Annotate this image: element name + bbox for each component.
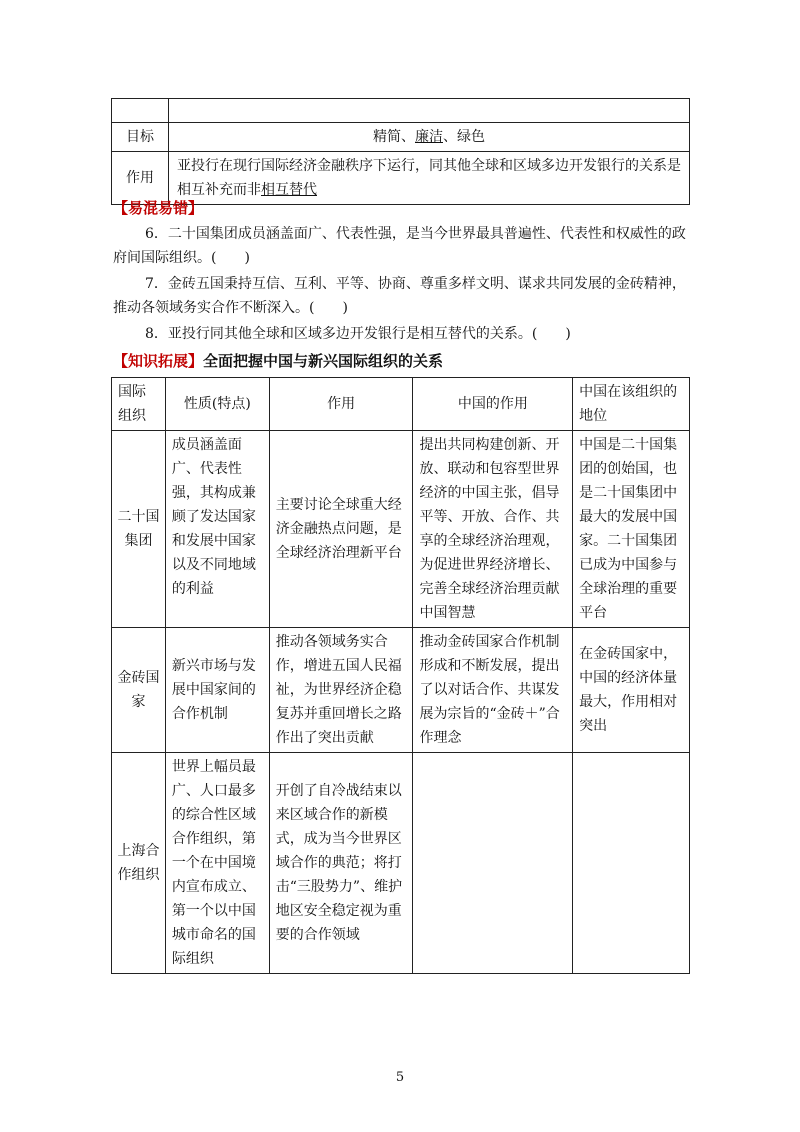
table-row (112, 628, 690, 753)
header-cell: 国际组织 (112, 378, 166, 431)
extension-heading (113, 350, 443, 371)
china-role-cell (413, 753, 573, 974)
table-header-row (112, 378, 690, 431)
org-cell: 上海合作组织 (112, 753, 166, 974)
content-part-underlined: 相互替代 (261, 182, 317, 198)
row-label: 目标 (112, 123, 169, 152)
extension-table (111, 377, 690, 974)
confuse-item-7: 7．金砖五国秉持互信、互利、平等、协商、尊重多样文明、谋求共同发展的金砖精神，推动各领域务实合作不断深入。( ) (113, 276, 686, 316)
header-cell: 作用 (269, 378, 413, 431)
content-part: 亚投行在现行国际经济金融秩序下运行，同其他全球和区域多边开发银行的关系是相互补充而非 (177, 158, 681, 198)
table-row (112, 99, 690, 123)
china-status-cell: 中国是二十国集团的创始国，也是二十国集团中最大的发展中国家。二十国集团已成为中国参与全球治理的重要平台 (573, 431, 690, 628)
role-cell: 推动各领域务实合作，增进五国人民福祉，为世界经济企稳复苏并重回增长之路作出了突出贡献 (269, 628, 413, 753)
extension-tag: 【知识拓展】 (113, 352, 204, 370)
china-role-cell: 提出共同构建创新、开放、联动和包容型世界经济的中国主张，倡导平等、开放、合作、共享的全球经济治理观，为促进世界经济增长、完善全球经济治理贡献中国智慧 (413, 431, 573, 628)
header-cell: 中国的作用 (413, 378, 573, 431)
confuse-item-6: 6．二十国集团成员涵盖面广、代表性强，是当今世界最具普遍性、代表性和权威性的政府间国际组织。( ) (113, 226, 686, 266)
role-cell: 主要讨论全球重大经济金融热点问题，是全球经济治理新平台 (269, 431, 413, 628)
confuse-tag: 【易混易错】 (113, 199, 204, 217)
confuse-item-8: 8．亚投行同其他全球和区域多边开发银行是相互替代的关系。( ) (145, 326, 571, 342)
nature-cell: 新兴市场与发展中国家间的合作机制 (165, 628, 269, 753)
role-cell: 开创了自冷战结束以来区域合作的新模式，成为当今世界区域合作的典范；将打击“三股势力”、维护地区安全稳定视为重要的合作领域 (269, 753, 413, 974)
nature-cell: 成员涵盖面广、代表性强，其构成兼顾了发达国家和发展中国家以及不同地域的利益 (165, 431, 269, 628)
row-label: 作用 (112, 152, 169, 205)
org-cell: 金砖国家 (112, 628, 166, 753)
content-part: 精简、 (373, 129, 415, 145)
row-label (112, 99, 169, 123)
extension-title: 全面把握中国与新兴国际组织的关系 (203, 352, 444, 370)
header-cell: 性质(特点) (165, 378, 269, 431)
china-status-cell: 在金砖国家中，中国的经济体量最大，作用相对突出 (573, 628, 690, 753)
content-part: 、绿色 (443, 129, 485, 145)
page-number: 5 (395, 1070, 405, 1085)
china-role-cell: 推动金砖国家合作机制形成和不断发展，提出了以对话合作、共谋发展为宗旨的“金砖＋”合作理念 (413, 628, 573, 753)
org-cell: 二十国集团 (112, 431, 166, 628)
table-row (112, 431, 690, 628)
confuse-heading (113, 197, 203, 218)
china-status-cell (573, 753, 690, 974)
table-row (112, 123, 690, 152)
header-cell: 中国在该组织的地位 (573, 378, 690, 431)
row-content (169, 152, 690, 205)
nature-cell: 世界上幅员最广、人口最多的综合性区域合作组织，第一个在中国境内宣布成立、第一个以中国城市命名的国际组织 (165, 753, 269, 974)
table-row (112, 753, 690, 974)
row-content (169, 99, 690, 123)
row-content (169, 123, 690, 152)
top-table (111, 98, 690, 205)
content-part-underlined: 廉洁 (415, 129, 443, 145)
